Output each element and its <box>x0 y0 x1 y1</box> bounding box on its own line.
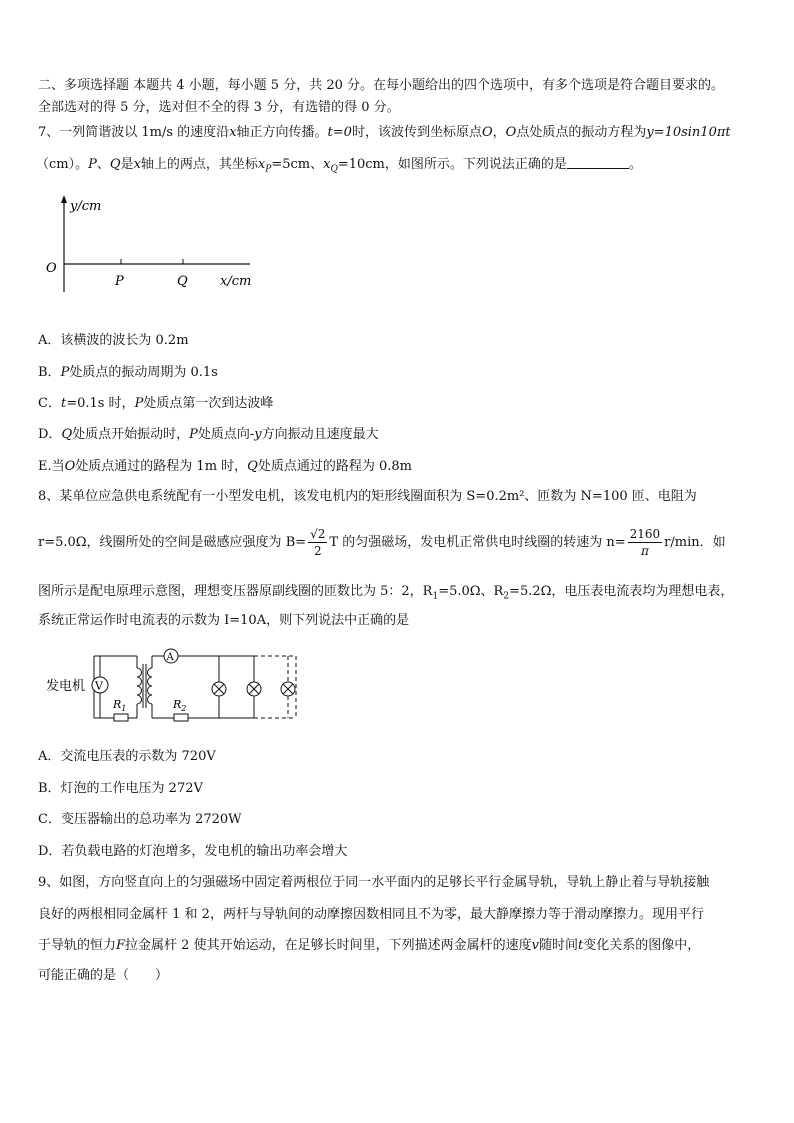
q8-option-c: C．变压器输出的总功率为 2720W <box>38 812 242 827</box>
q9-stem-line4: 可能正确的是（ ） <box>38 968 169 983</box>
q7-origin-label: O <box>46 261 57 276</box>
q7-option-b: B．P处质点的振动周期为 0.1s <box>38 365 218 380</box>
q7-option-a: A．该横波的波长为 0.2m <box>38 333 189 348</box>
q7-p-label: P <box>115 274 124 289</box>
q7-stem-line2: （cm）。P、Q是x轴上的两点，其坐标$x_P=5cm$、$x_Q=10cm$，如图所示。下列说法正确的是 。 <box>36 157 642 175</box>
ammeter-label: A <box>166 652 174 663</box>
q8-option-d: D．若负载电路的灯泡增多，发电机的输出功率会增大 <box>38 844 348 859</box>
q7-option-d: D．Q处质点开始振动时，P处质点向-y方向振动且速度最大 <box>38 427 379 442</box>
q7-option-c: C．t=0.1s 时，P处质点第一次到达波峰 <box>38 396 274 411</box>
q7-q-label: Q <box>177 274 188 289</box>
q7-stem-line1: 7、一列简谐波以 1m/s 的速度沿x轴正方向传播。t=0时，该波传到坐标原点O，O点处质点的振动方程为y=10sin10πt <box>38 125 731 140</box>
q8-stem-line4: 系统正常运作时电流表的示数为 I=10A，则下列说法中正确的是 <box>38 613 410 628</box>
q9-stem-line2: 良好的两根相同金属杆 1 和 2，两杆与导轨间的动摩擦因数相同且不为零，最大静摩擦力等于滑动摩擦力。现用平行 <box>38 907 704 922</box>
q7-option-e: E.当O处质点通过的路程为 1m 时，Q处质点通过的路程为 0.8m <box>38 459 412 474</box>
q8-option-a: A．交流电压表的示数为 720V <box>38 749 216 764</box>
q8-stem-line3: 图所示是配电原理示意图，理想变压器原副线圈的匝数比为 5：2，$R_1=5.0\Omega$、$R_2=5.2\Omega$，电压表电流表均为理想电表， <box>38 584 734 602</box>
q8-stem-line1: 8、某单位应急供电系统配有一小型发电机，该发电机内的矩形线圈面积为 S=0.2m²、匝数为 N=100 匝、电阻为 <box>38 489 697 504</box>
resistor-r1 <box>114 714 128 721</box>
q7-y-axis-label: y/cm <box>70 199 102 214</box>
lamp-icon <box>247 656 261 718</box>
q7-wave-axes-figure <box>40 192 270 297</box>
lamp-icon <box>212 656 226 718</box>
secondary-coil <box>148 668 153 704</box>
r2-label: $R_2$ <box>173 698 187 713</box>
voltmeter-label: V <box>95 679 103 693</box>
q8-option-b: B．灯泡的工作电压为 272V <box>38 781 203 796</box>
section-heading: 二、多项选择题 本题共 4 小题，每小题 5 分，共 20 分。在每小题给出的四个选项中，有多个选项是符合题目要求的。 <box>38 78 725 93</box>
q8-stem-line2: r=5.0Ω，线圈所处的空间是磁感应强度为 B= $\frac{√2}{2}$ T 的匀强磁场，发电机正常供电时线圈的转速为 n= $\frac{2160}{\pi}$ r/min．如 <box>38 527 726 558</box>
q7-x-axis-label: x/cm <box>220 274 252 289</box>
lamp-icon <box>281 656 295 718</box>
primary-coil <box>137 668 142 704</box>
generator-label: 发电机 <box>46 679 86 694</box>
answer-blank <box>567 156 629 169</box>
r1-label: $R_1$ <box>113 698 127 713</box>
section-scoring: 全部选对的得 5 分，选对但不全的得 3 分，有选错的得 0 分。 <box>38 100 400 115</box>
resistor-r2 <box>174 714 188 721</box>
rotation-fraction: $\frac{2160}{\pi}$ <box>629 527 661 558</box>
q9-stem-line3: 于导轨的恒力F拉金属杆 2 使其开始运动，在足够长时间里，下列描述两金属杆的速度v随时间t变化关系的图像中， <box>38 938 701 953</box>
q8-circuit-diagram <box>40 646 310 726</box>
b-field-fraction: $\frac{√2}{2}$ <box>310 527 326 558</box>
q9-stem-line1: 9、如图，方向竖直向上的匀强磁场中固定着两根位于同一水平面内的足够长平行金属导轨，导轨上静止着与导轨接触 <box>38 875 710 890</box>
